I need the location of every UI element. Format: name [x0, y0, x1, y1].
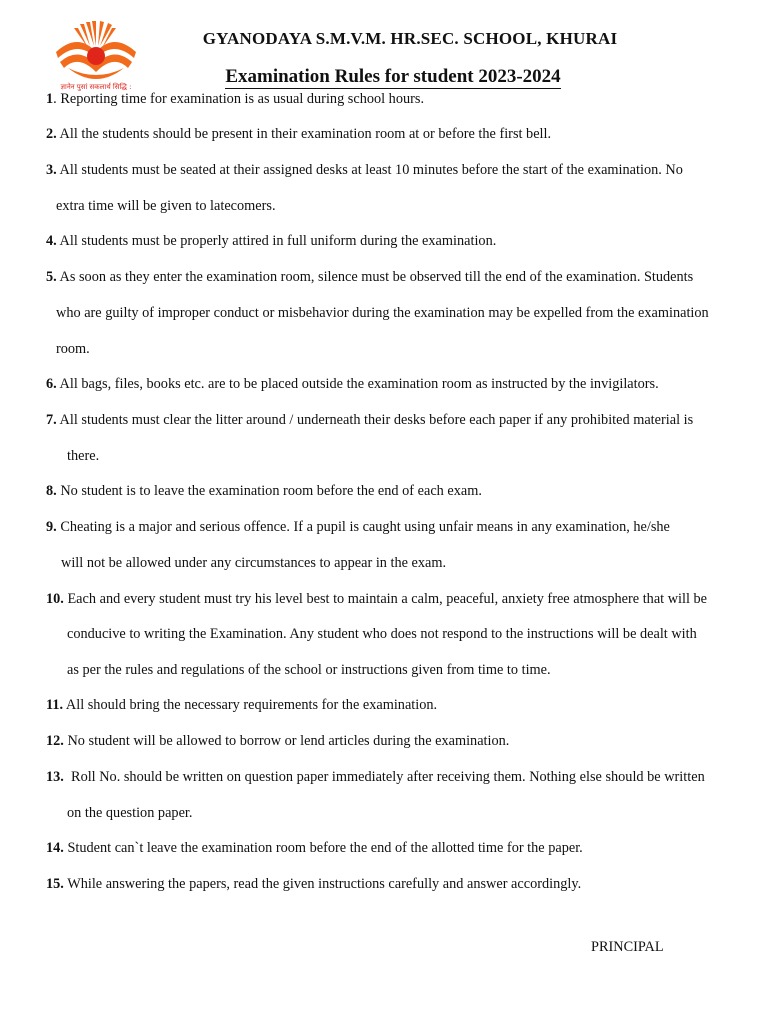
rule-item-3 — [46, 162, 683, 179]
rule-text: All bags, files, books etc. are to be placed outside the examination room as instructed by the invigilators. — [59, 376, 659, 392]
rule-item-13 — [46, 769, 705, 786]
rule-text: Cheating is a major and serious offence. If a pupil is caught using unfair means in any examination, he/she — [60, 519, 670, 535]
rule-text: Roll No. should be written on question paper immediately after receiving them. Nothing else should be written — [67, 769, 705, 785]
rule-text: Reporting time for examination is as usual during school hours. — [60, 91, 425, 107]
rule-text: All should bring the necessary requirements for the examination. — [65, 697, 438, 713]
page-title — [0, 66, 768, 88]
rule-item-13-cont: on the question paper. — [67, 805, 193, 821]
rule-text: No student is to leave the examination room before the end of each exam. — [60, 483, 482, 499]
rule-item-11 — [46, 697, 437, 714]
rule-number: 13. — [46, 769, 64, 785]
rule-item-3-cont: extra time will be given to latecomers. — [56, 198, 276, 214]
rule-text: As soon as they enter the examination room, silence must be observed till the end of the examination. Students — [59, 269, 694, 285]
rule-item-9-cont: will not be allowed under any circumstances to appear in the exam. — [61, 555, 447, 571]
logo-motto: ज्ञानेन पुसां सकलार्थ सिद्धि : — [60, 83, 132, 91]
rule-number: 9. — [46, 519, 57, 535]
rule-text: All the students should be present in their examination room at or before the first bell. — [59, 126, 552, 142]
rule-item-10-cont: as per the rules and regulations of the school or instructions given from time to time. — [67, 662, 551, 678]
rule-number: 6. — [46, 376, 57, 392]
rule-item-10-cont: conducive to writing the Examination. Any student who does not respond to the instructions will be dealt with — [67, 626, 697, 642]
rule-text: All students must be properly attired in full uniform during the examination. — [59, 233, 497, 249]
rule-item-9 — [46, 519, 670, 536]
rule-item-2 — [46, 126, 551, 143]
rule-text: While answering the papers, read the given instructions carefully and answer accordingly. — [67, 876, 582, 892]
rule-number: 4. — [46, 233, 57, 249]
rule-number: 14. — [46, 840, 64, 856]
principal-signature: PRINCIPAL — [591, 939, 664, 955]
rule-number: 12. — [46, 733, 64, 749]
rule-number: 15. — [46, 876, 64, 892]
rule-item-5 — [46, 269, 693, 286]
rule-number: 1 — [46, 91, 54, 107]
rule-item-5-cont: room. — [56, 341, 90, 357]
rule-text: Student can`t leave the examination room before the end of the allotted time for the paper. — [67, 840, 583, 856]
rule-text: All students must be seated at their assigned desks at least 10 minutes before the start of the examination. No — [59, 162, 683, 178]
page-title-text: Examination Rules for student 2023-2024 — [225, 66, 561, 87]
rule-number: 10. — [46, 591, 64, 607]
rule-item-7 — [46, 412, 693, 429]
rule-item-7-cont: there. — [67, 448, 100, 464]
rule-item-15 — [46, 876, 581, 893]
rule-item-12 — [46, 733, 509, 750]
rule-item-8 — [46, 483, 482, 500]
rule-number: 7. — [46, 412, 57, 428]
rule-item-6 — [46, 376, 659, 393]
rule-item-4 — [46, 233, 496, 250]
rule-text: No student will be allowed to borrow or lend articles during the examination. — [67, 733, 510, 749]
rule-number: 11. — [46, 697, 64, 713]
rule-item-10 — [46, 591, 707, 608]
school-name: GYANODAYA S.M.V.M. HR.SEC. SCHOOL, KHURAI — [202, 29, 618, 48]
rule-item-14 — [46, 840, 583, 857]
rule-number: 3. — [46, 162, 57, 178]
rule-number: 8. — [46, 483, 57, 499]
rule-number: 5. — [46, 269, 57, 285]
rule-text: All students must clear the litter around / underneath their desks before each paper if any prohibited material is — [59, 412, 694, 428]
rule-text: Each and every student must try his level best to maintain a calm, peaceful, anxiety free atmosphere that will be — [67, 591, 708, 607]
rule-number: 2. — [46, 126, 57, 142]
rule-item-1: 1. Reporting time for examination is as usual during school hours. — [46, 91, 425, 107]
rule-item-5-cont: who are guilty of improper conduct or misbehavior during the examination may be expelled from the examination — [56, 305, 709, 321]
